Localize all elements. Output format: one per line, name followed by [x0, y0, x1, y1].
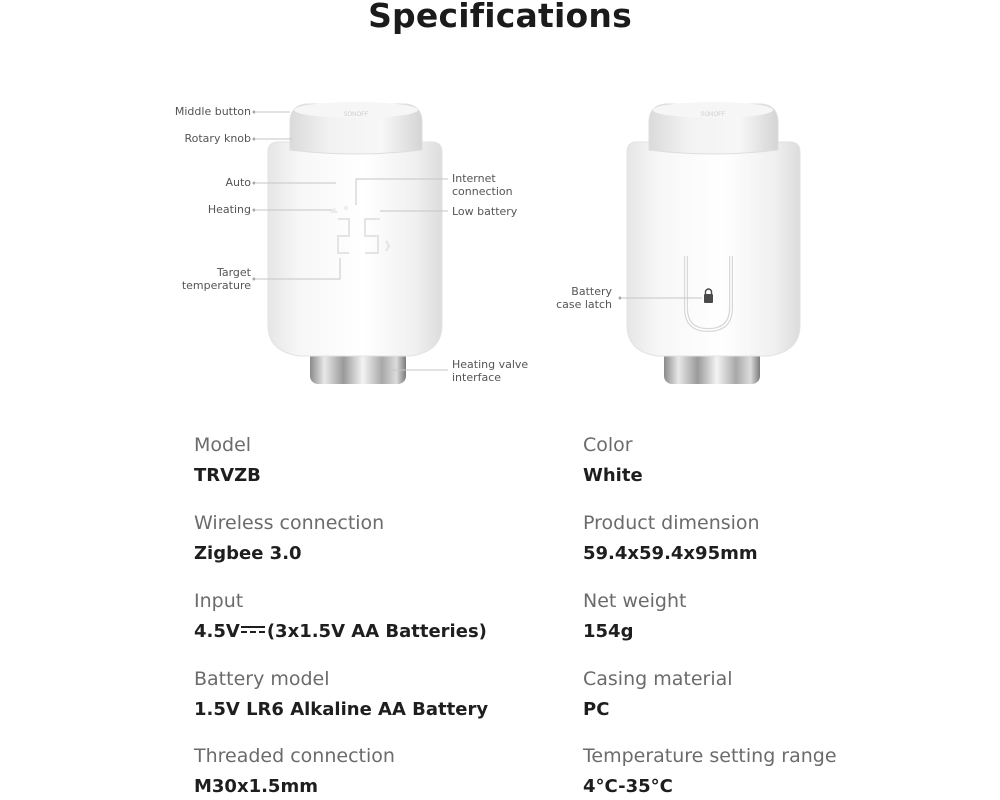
callout-heating-valve-interface: Heating valve interface — [452, 358, 529, 384]
spec-label-wireless: Wireless connection — [194, 512, 385, 534]
spec-value-thread: M30x1.5mm — [194, 776, 318, 797]
spec-label-model: Model — [194, 434, 252, 456]
callout-auto: Auto — [225, 176, 251, 189]
callout-rotary-knob: Rotary knob — [184, 132, 251, 145]
svg-text:SONOFF: SONOFF — [343, 112, 369, 118]
callout-battery-case-latch: Battery case latch — [556, 285, 612, 311]
callout-target-temperature: Target temperature — [181, 266, 251, 292]
thermostat-back-view — [619, 102, 801, 384]
spec-value-model: TRVZB — [194, 465, 261, 486]
dc-current-icon — [241, 625, 265, 635]
callout-middle-button: Middle button — [174, 105, 251, 118]
callout-internet-connection: Internet connection — [452, 172, 513, 198]
thermostat-front-view — [253, 102, 449, 384]
spec-value-color: White — [583, 465, 643, 486]
spec-label-weight: Net weight — [583, 590, 687, 612]
spec-label-color: Color — [583, 434, 633, 456]
spec-value-input: 4.5V (3x1.5V AA Batteries) — [194, 621, 487, 642]
device-body-back — [627, 142, 800, 356]
spec-label-thread: Threaded connection — [194, 745, 395, 767]
spec-label-battery-model: Battery model — [194, 668, 330, 690]
spec-value-wireless: Zigbee 3.0 — [194, 543, 302, 564]
spec-label-casing: Casing material — [583, 668, 733, 690]
spec-label-temp-range: Temperature setting range — [583, 745, 837, 767]
spec-value-dimension: 59.4x59.4x95mm — [583, 543, 758, 564]
spec-value-casing: PC — [583, 699, 610, 720]
callout-heating: Heating — [207, 203, 251, 216]
spec-label-dimension: Product dimension — [583, 512, 760, 534]
spec-value-battery-model: 1.5V LR6 Alkaline AA Battery — [194, 699, 489, 720]
page-title: Specifications — [368, 0, 632, 35]
lock-icon — [704, 294, 713, 303]
device-body — [268, 142, 442, 356]
spec-value-temp-range: 4°C-35°C — [583, 776, 673, 797]
svg-text:SONOFF: SONOFF — [700, 112, 726, 118]
spec-value-weight: 154g — [583, 621, 634, 642]
callout-low-battery: Low battery — [452, 205, 518, 218]
spec-label-input: Input — [194, 590, 244, 612]
